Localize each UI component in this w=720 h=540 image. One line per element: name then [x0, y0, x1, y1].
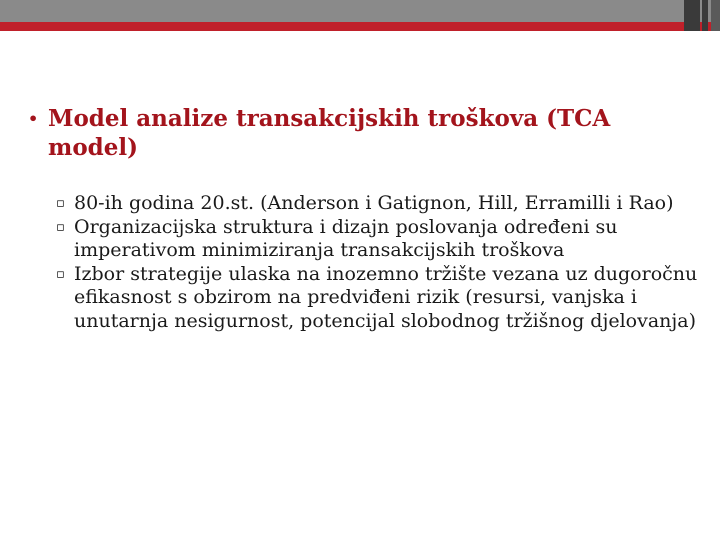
- square-bullet-icon: ▫: [56, 196, 65, 211]
- square-bullet-icon: ▫: [56, 219, 65, 235]
- sub-bullet-text: 80-ih godina 20.st. (Anderson i Gatignon, Hill, Erramilli i Rao): [74, 192, 674, 214]
- sub-bullet-item: [56, 263, 698, 334]
- corner-decor-block: [711, 0, 720, 31]
- corner-decor-block: [702, 0, 708, 31]
- bullet-icon: •: [28, 109, 39, 128]
- sub-bullet-item: [56, 192, 698, 216]
- square-bullet-icon: ▫: [56, 266, 65, 282]
- sub-bullet-list: [56, 192, 698, 333]
- main-bullet-text: Model analize transakcijskih troškova (TCA model): [48, 105, 611, 161]
- sub-bullet-text: Organizacijska struktura i dizajn poslovanja određeni su imperativom minimiziranja transakcijskih troškova: [74, 215, 618, 261]
- sub-bullet-text: Izbor strategije ulaska na inozemno tržište vezana uz dugoročnu efikasnost s obzirom na predviđeni rizik (resursi, vanjska i unutarnja nesigurnost, potencijal slobodnog tržišnog djelovanja): [74, 262, 698, 332]
- top-gray-bar: [0, 0, 720, 22]
- corner-decor-block: [684, 0, 700, 31]
- sub-bullet-item: [56, 216, 698, 263]
- main-bullet: [28, 104, 698, 162]
- slide-content: [28, 104, 698, 333]
- top-red-accent-bar: [0, 22, 720, 31]
